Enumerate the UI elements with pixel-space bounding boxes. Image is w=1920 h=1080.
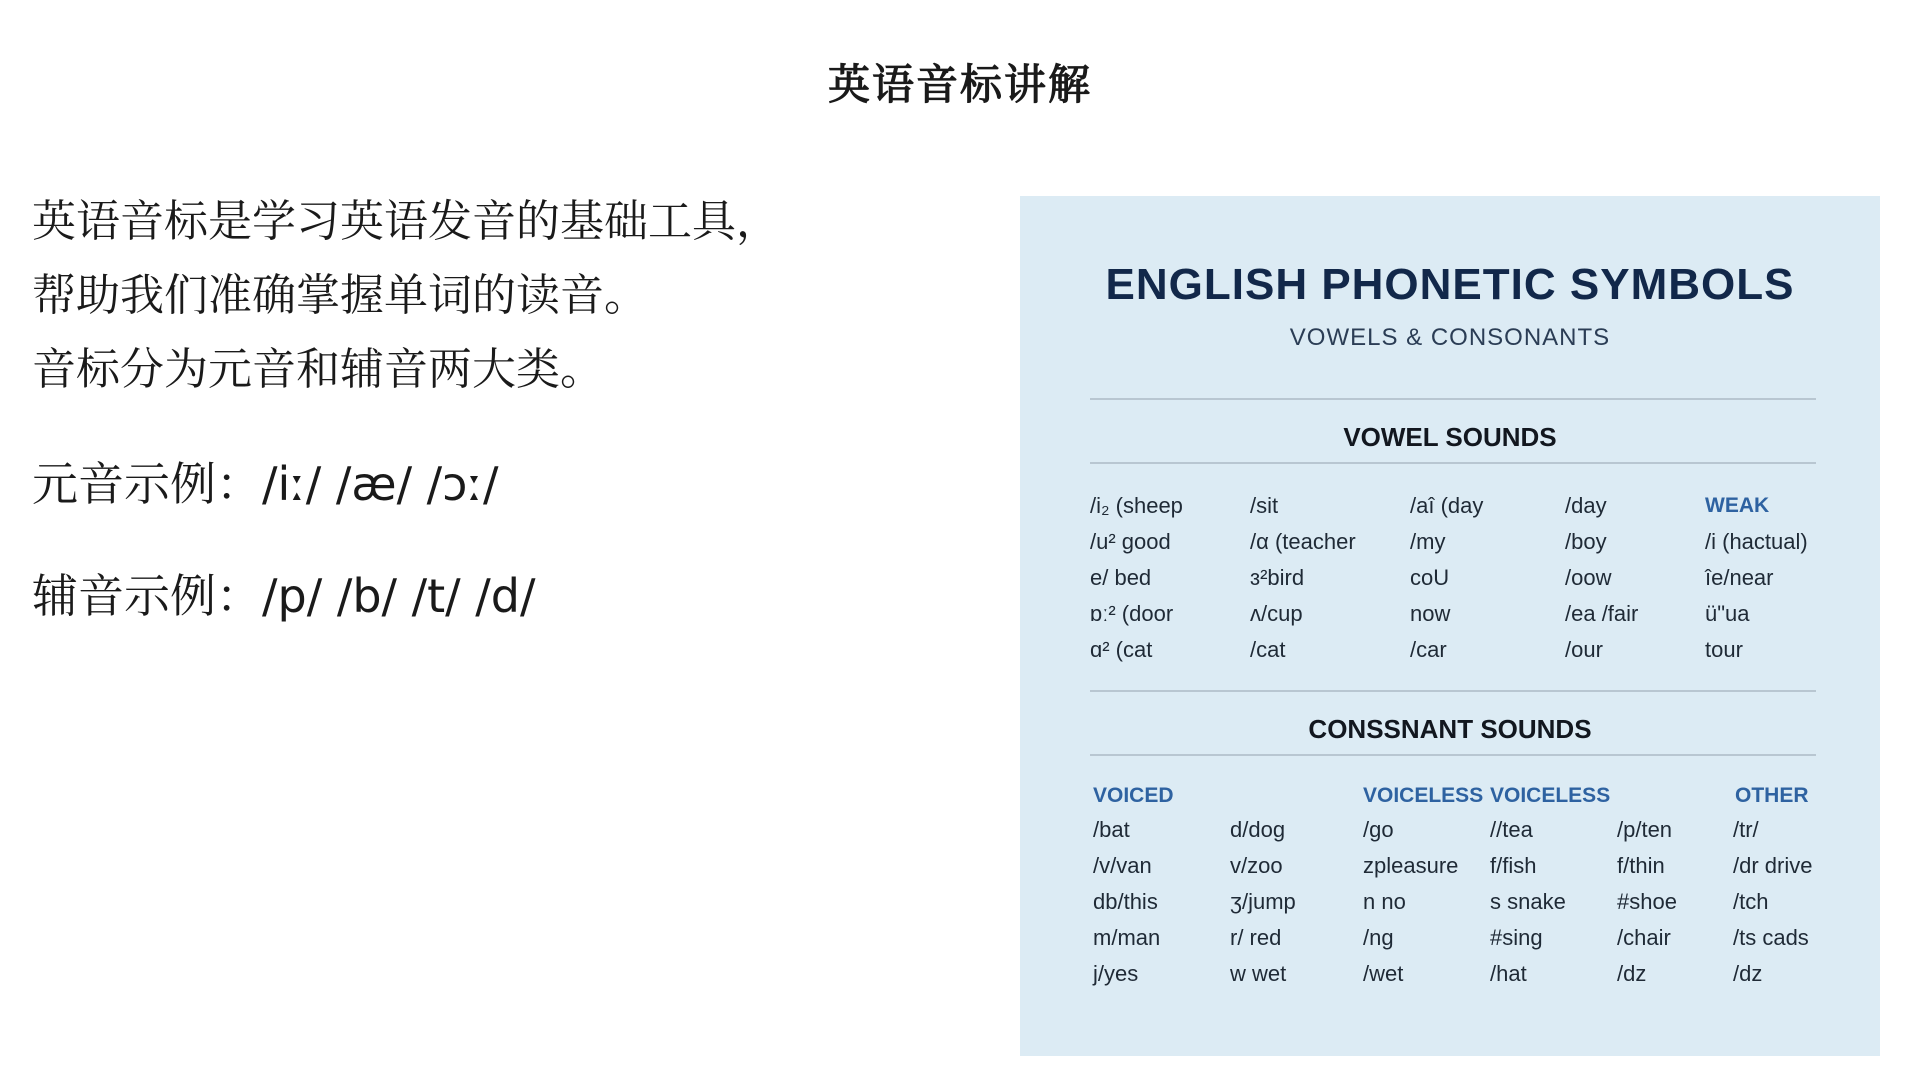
vowel-cell: ʌ/cup xyxy=(1250,601,1303,626)
consonant-column xyxy=(1093,812,1160,992)
weak-label: WEAK xyxy=(1705,494,1770,517)
vowel-section-heading: VOWEL SOUNDS xyxy=(1343,422,1557,452)
vowel-cell: /ea /fair xyxy=(1565,601,1639,626)
divider xyxy=(1090,690,1816,692)
phonetic-chart-poster xyxy=(1020,196,1880,1056)
consonant-cell: j/yes xyxy=(1093,961,1139,986)
poster-title: ENGLISH PHONETIC SYMBOLS xyxy=(1105,260,1795,309)
vowel-column xyxy=(1565,488,1638,668)
voiced-label: VOICED xyxy=(1093,784,1174,807)
vowel-cell: ɑ² (cat xyxy=(1090,637,1153,662)
consonant-cell: s snake xyxy=(1490,889,1566,914)
vowel-column xyxy=(1410,488,1483,668)
consonant-cell: /go xyxy=(1363,817,1394,842)
vowel-cell: e/ bed xyxy=(1090,565,1152,590)
consonant-cell: d/dog xyxy=(1230,817,1286,842)
divider xyxy=(1090,398,1816,400)
vowel-column-weak xyxy=(1705,488,1808,668)
consonant-cell: db/this xyxy=(1093,889,1158,914)
consonant-cell: /wet xyxy=(1363,961,1404,986)
vowel-cell: /our xyxy=(1565,637,1603,662)
consonant-cell: /tr/ xyxy=(1733,817,1759,842)
consonant-cell: f/thin xyxy=(1617,853,1665,878)
consonant-cell: f/fish xyxy=(1490,853,1537,878)
consonant-cell: zpleasure xyxy=(1363,853,1459,878)
consonant-section-heading: CONSSNANT SOUNDS xyxy=(1308,714,1592,744)
consonant-cell: #shoe xyxy=(1617,889,1677,914)
vowel-example: 元音示例：/iː/ /æ/ /ɔː/ xyxy=(32,457,499,511)
voiceless-label: VOICELESS xyxy=(1490,784,1611,807)
divider xyxy=(1090,754,1816,756)
vowel-cell: /car xyxy=(1410,637,1447,662)
consonant-column xyxy=(1230,812,1296,992)
vowel-cell: /boy xyxy=(1565,529,1607,554)
vowel-cell: ɒː² (door xyxy=(1090,601,1174,626)
consonant-cell: /ng xyxy=(1363,925,1394,950)
poster-subtitle: VOWELS & CONSONANTS xyxy=(1289,324,1611,351)
consonant-cell: w wet xyxy=(1230,961,1287,986)
consonant-example: 辅音示例：/p/ /b/ /t/ /d/ xyxy=(32,569,536,623)
consonant-cell: r/ red xyxy=(1230,925,1282,950)
consonant-cell: #sing xyxy=(1490,925,1543,950)
vowel-cell: /i (hactual) xyxy=(1705,529,1808,554)
vowel-cell: ɜ²bird xyxy=(1250,565,1305,590)
vowel-cell: ü"ua xyxy=(1705,601,1750,626)
consonant-cell: /dz xyxy=(1617,961,1647,986)
vowel-grid xyxy=(1090,488,1820,678)
vowel-cell: /sit xyxy=(1250,493,1279,518)
consonant-cell: v/zoo xyxy=(1230,853,1283,878)
consonant-cell: /p/ten xyxy=(1617,817,1673,842)
consonant-column xyxy=(1490,812,1566,992)
consonant-column xyxy=(1733,812,1812,992)
consonant-column xyxy=(1363,812,1458,992)
vowel-cell: îe/near xyxy=(1705,565,1774,590)
vowel-column xyxy=(1250,488,1356,668)
vowel-cell: /aî (day xyxy=(1410,493,1484,518)
vowel-cell: /oow xyxy=(1565,565,1612,590)
consonant-grid xyxy=(1090,778,1820,1018)
consonant-cell: m/man xyxy=(1093,925,1161,950)
consonant-cell: /bat xyxy=(1093,817,1130,842)
consonant-cell: /hat xyxy=(1490,961,1527,986)
intro-line: 英语音标是学习英语发音的基础工具， xyxy=(32,196,780,247)
other-label: OTHER xyxy=(1735,784,1809,807)
consonant-cell: /v/van xyxy=(1093,853,1152,878)
vowel-cell: /day xyxy=(1565,493,1607,518)
consonant-cell: /chair xyxy=(1617,925,1671,950)
vowel-cell: tour xyxy=(1705,637,1743,662)
intro-line: 音标分为元音和辅音两大类。 xyxy=(32,344,604,395)
divider xyxy=(1090,462,1816,464)
vowel-cell: /α (teacher xyxy=(1250,529,1356,554)
vowel-cell: /my xyxy=(1410,529,1446,554)
intro-line: 帮助我们准确掌握单词的读音。 xyxy=(32,270,648,321)
consonant-cell: /dr drive xyxy=(1733,853,1813,878)
consonant-cell: /dz xyxy=(1733,961,1763,986)
consonant-cell: /ts cads xyxy=(1733,925,1809,950)
consonant-column xyxy=(1617,812,1677,992)
consonant-cell: ʒ/jump xyxy=(1230,889,1296,914)
vowel-column xyxy=(1090,488,1183,668)
voiceless-label: VOICELESS xyxy=(1363,784,1484,807)
vowel-cell: /cat xyxy=(1250,637,1286,662)
consonant-cell: /tch xyxy=(1733,889,1769,914)
vowel-cell: /u² good xyxy=(1090,529,1171,554)
vowel-cell: now xyxy=(1410,601,1451,626)
vowel-cell: /i₂ (sheep xyxy=(1090,493,1183,518)
vowel-cell: coU xyxy=(1410,565,1450,590)
consonant-cell: //tea xyxy=(1490,817,1533,842)
consonant-cell: n no xyxy=(1363,889,1406,914)
page-title: 英语音标讲解 xyxy=(827,60,1092,109)
intro-paragraph xyxy=(32,185,972,407)
